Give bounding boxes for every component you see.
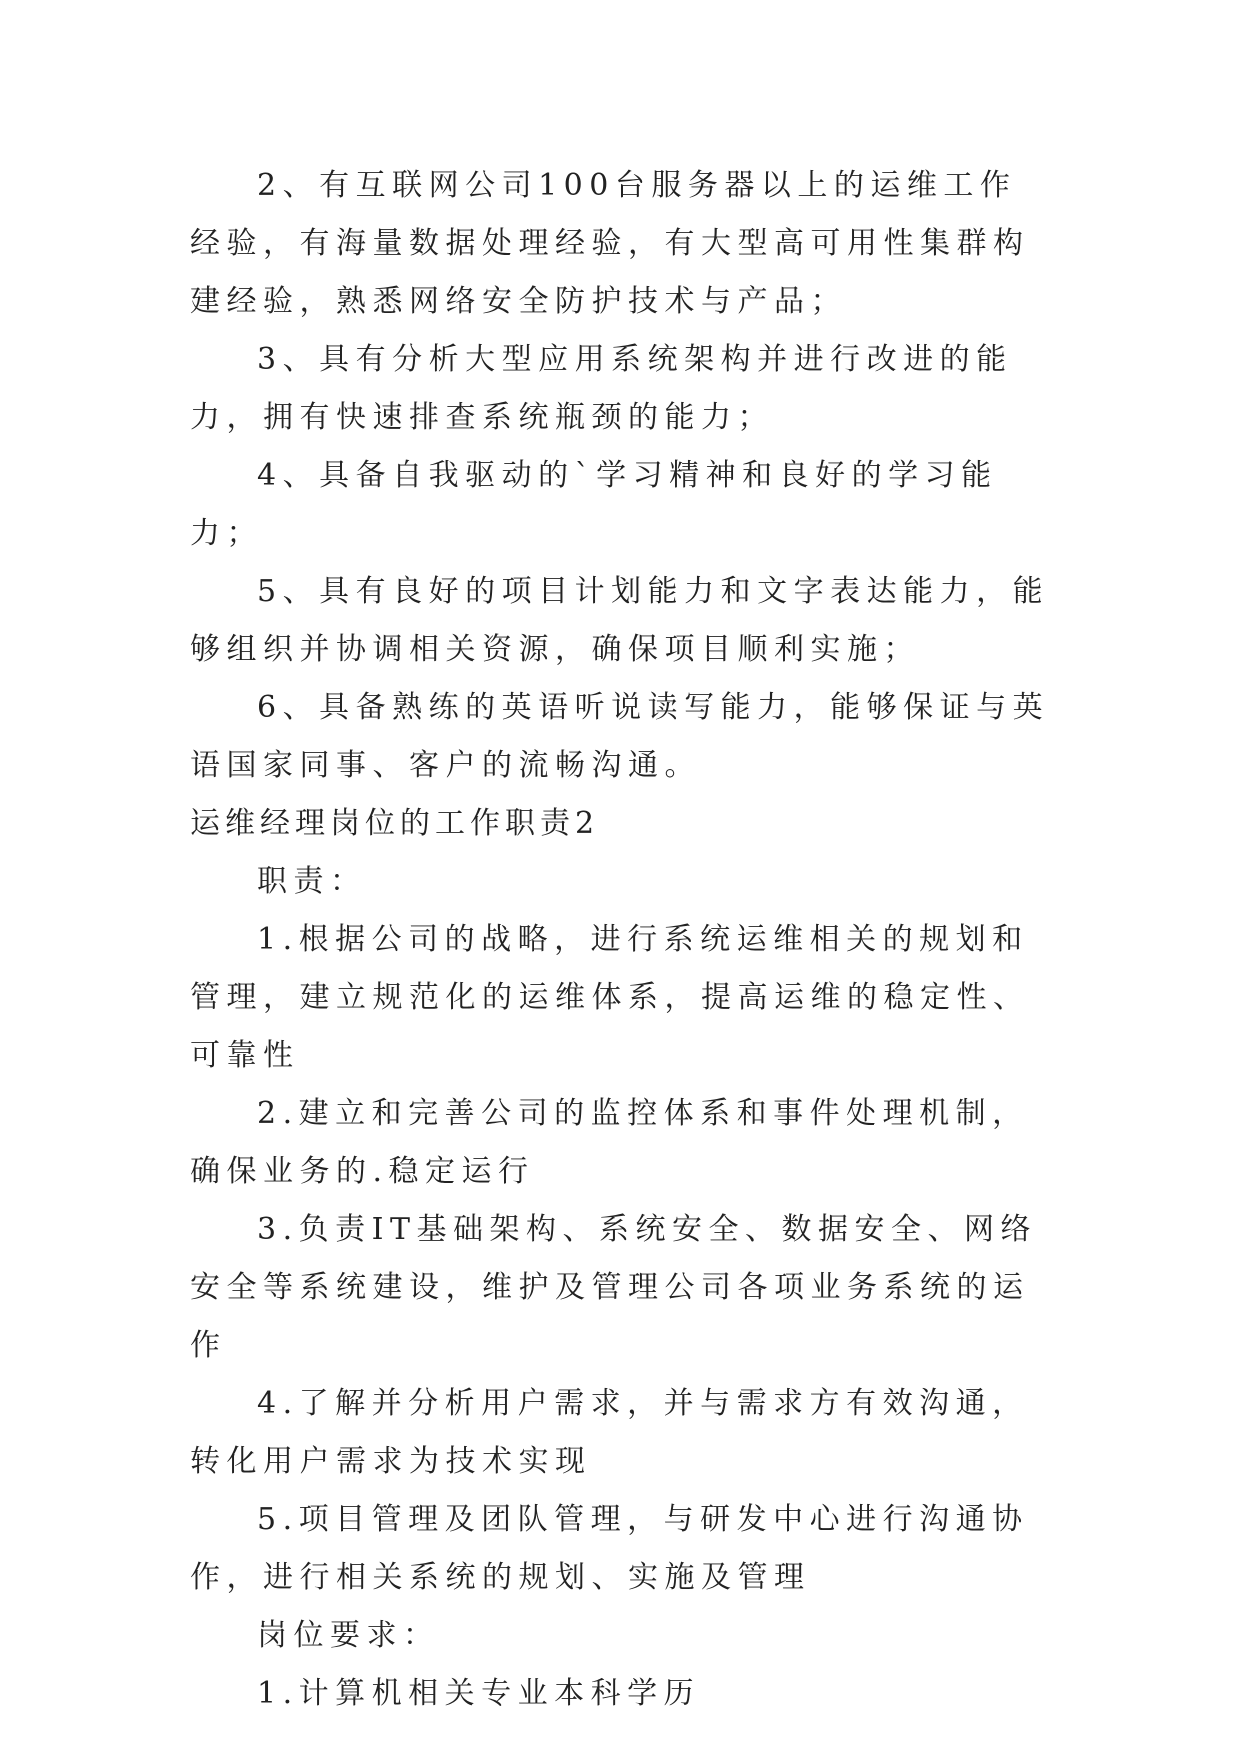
- duty-item-5: 5.项目管理及团队管理，与研发中心进行沟通协作，进行相关系统的规划、实施及管理: [190, 1502, 1029, 1595]
- requirement-item-4: 4、具备自我驱动的`学习精神和良好的学习能力；: [190, 458, 998, 551]
- requirements-label: 岗位要求：: [257, 1618, 440, 1653]
- duty-item-4: 4.了解并分析用户需求，并与需求方有效沟通，转化用户需求为技术实现: [190, 1386, 1029, 1479]
- duty-item-2: 2.建立和完善公司的监控体系和事件处理机制，确保业务的.稳定运行: [190, 1096, 1029, 1189]
- requirement-item-5: 5、具有良好的项目计划能力和文字表达能力，能够组织并协调相关资源，确保项目顺利实施；: [190, 574, 1050, 667]
- duties-label: 职责：: [257, 864, 367, 899]
- requirement-item-6: 6、具备熟练的英语听说读写能力，能够保证与英语国家同事、客户的流畅沟通。: [190, 690, 1050, 783]
- duty-item-3: 3.负责IT基础架构、系统安全、数据安全、网络安全等系统建设，维护及管理公司各项业务系统的运作: [190, 1212, 1037, 1363]
- duty-item-1: 1.根据公司的战略，进行系统运维相关的规划和管理，建立规范化的运维体系，提高运维的稳定性、可靠性: [190, 922, 1030, 1073]
- section-title: 运维经理岗位的工作职责2: [190, 806, 600, 841]
- document-body: [190, 157, 1050, 1723]
- job-requirement-item-1: 1.计算机相关专业本科学历: [257, 1676, 701, 1711]
- requirement-item-3: 3、具有分析大型应用系统架构并进行改进的能力，拥有快速排查系统瓶颈的能力；: [190, 342, 1013, 435]
- requirement-item-2: 2、有互联网公司100台服务器以上的运维工作经验，有海量数据处理经验，有大型高可用性集群构建经验，熟悉网络安全防护技术与产品；: [190, 168, 1030, 319]
